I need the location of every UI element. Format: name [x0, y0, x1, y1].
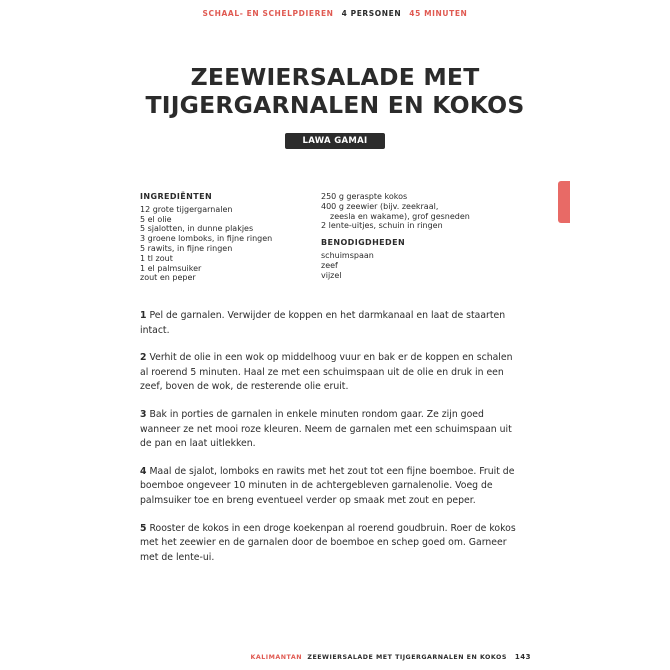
ingredients-column-left [140, 192, 310, 283]
ingredient-item: zout en peper [140, 273, 196, 283]
recipe-title-line-2: TIJGERGARNALEN EN KOKOS [145, 91, 525, 119]
ingredient-item-continued: zeesla en wakame), grof gesneden [330, 211, 470, 221]
equipment-item: zeef [321, 260, 338, 270]
step-number: 3 [140, 408, 147, 420]
recipe-meta-header [0, 9, 670, 18]
ingredient-item: 5 sjalotten, in dunne plakjes [140, 224, 254, 234]
ingredients-list-right [321, 192, 511, 231]
ingredient-item: 3 groene lomboks, in fijne ringen [140, 234, 273, 244]
ingredient-item: 12 grote tijgergarnalen [140, 204, 233, 214]
footer-title: ZEEWIERSALADE MET TIJGERGARNALEN EN KOKOS [307, 654, 507, 661]
step-5 [140, 522, 520, 566]
recipe-title [0, 63, 670, 119]
step-text: Maal de sjalot, lomboks en rawits met het zout tot een fijne boemboe. Fruit de boemboe ongeveer 10 minuten in de achtergebleven garnalenolie. Voeg de palmsuiker toe en breng eventueel verder op smaak met zout en peper. [140, 465, 515, 506]
equipment-item: vijzel [321, 270, 342, 280]
ingredient-item: 1 tl zout [140, 253, 173, 263]
step-3 [140, 408, 520, 452]
page-number: 143 [514, 653, 531, 661]
step-text: Pel de garnalen. Verwijder de koppen en het darmkanaal en laat de staarten intact. [140, 310, 506, 336]
recipe-original-name-badge: LAWA GAMAI [285, 133, 385, 149]
step-number: 2 [140, 352, 147, 364]
ingredient-item: 1 el palmsuiker [140, 263, 202, 273]
step-number: 4 [140, 465, 147, 477]
ingredient-item: 250 g geraspte kokos [321, 192, 408, 201]
equipment-item: schuimspaan [321, 250, 374, 260]
ingredient-item: 5 el olie [140, 214, 172, 224]
ingredient-item: 400 g zeewier (bijv. zeekraal, [321, 201, 439, 211]
ingredients-column-right [321, 192, 511, 280]
ingredients-list-left [140, 205, 310, 283]
step-text: Rooster de kokos in een droge koekenpan al roerend goudbruin. Roer de kokos met het zeewier en de garnalen door de boemboe en schep goed om. Garneer met de lente-ui. [140, 522, 516, 563]
equipment-list [321, 251, 511, 280]
step-2 [140, 351, 520, 395]
preparation-steps [140, 309, 520, 578]
recipe-title-line-1: ZEEWIERSALADE MET [190, 63, 480, 91]
step-number: 1 [140, 310, 147, 321]
time-label: 45 MINUTEN [409, 9, 468, 18]
footer-region: KALIMANTAN [250, 654, 302, 661]
servings-label: 4 PERSONEN [341, 9, 402, 18]
step-text: Bak in porties de garnalen in enkele minuten rondom gaar. Ze zijn goed wanneer ze net mooi roze kleuren. Neem de garnalen met een schuimspaan uit de pan en laat uitlekken. [140, 408, 512, 450]
ingredient-item: 5 rawits, in fijne ringen [140, 243, 233, 253]
step-text: Verhit de olie in een wok op middelhoog vuur en bak er de koppen en schalen al roerend 5 minuten. Haal ze met een schuimspaan uit de olie en druk in een zeef, boven de wok, de resterende olie eruit. [140, 352, 513, 393]
step-1 [140, 309, 520, 338]
page-footer [0, 653, 531, 661]
ingredients-heading: INGREDIËNTEN [140, 192, 213, 201]
category-label: SCHAAL- EN SCHELPDIEREN [202, 9, 334, 18]
ingredient-item: 2 lente-uitjes, schuin in ringen [321, 221, 443, 231]
equipment-heading: BENODIGDHEDEN [321, 238, 406, 248]
step-4 [140, 465, 520, 509]
step-number: 5 [140, 522, 147, 534]
chapter-tab-marker [558, 181, 570, 223]
